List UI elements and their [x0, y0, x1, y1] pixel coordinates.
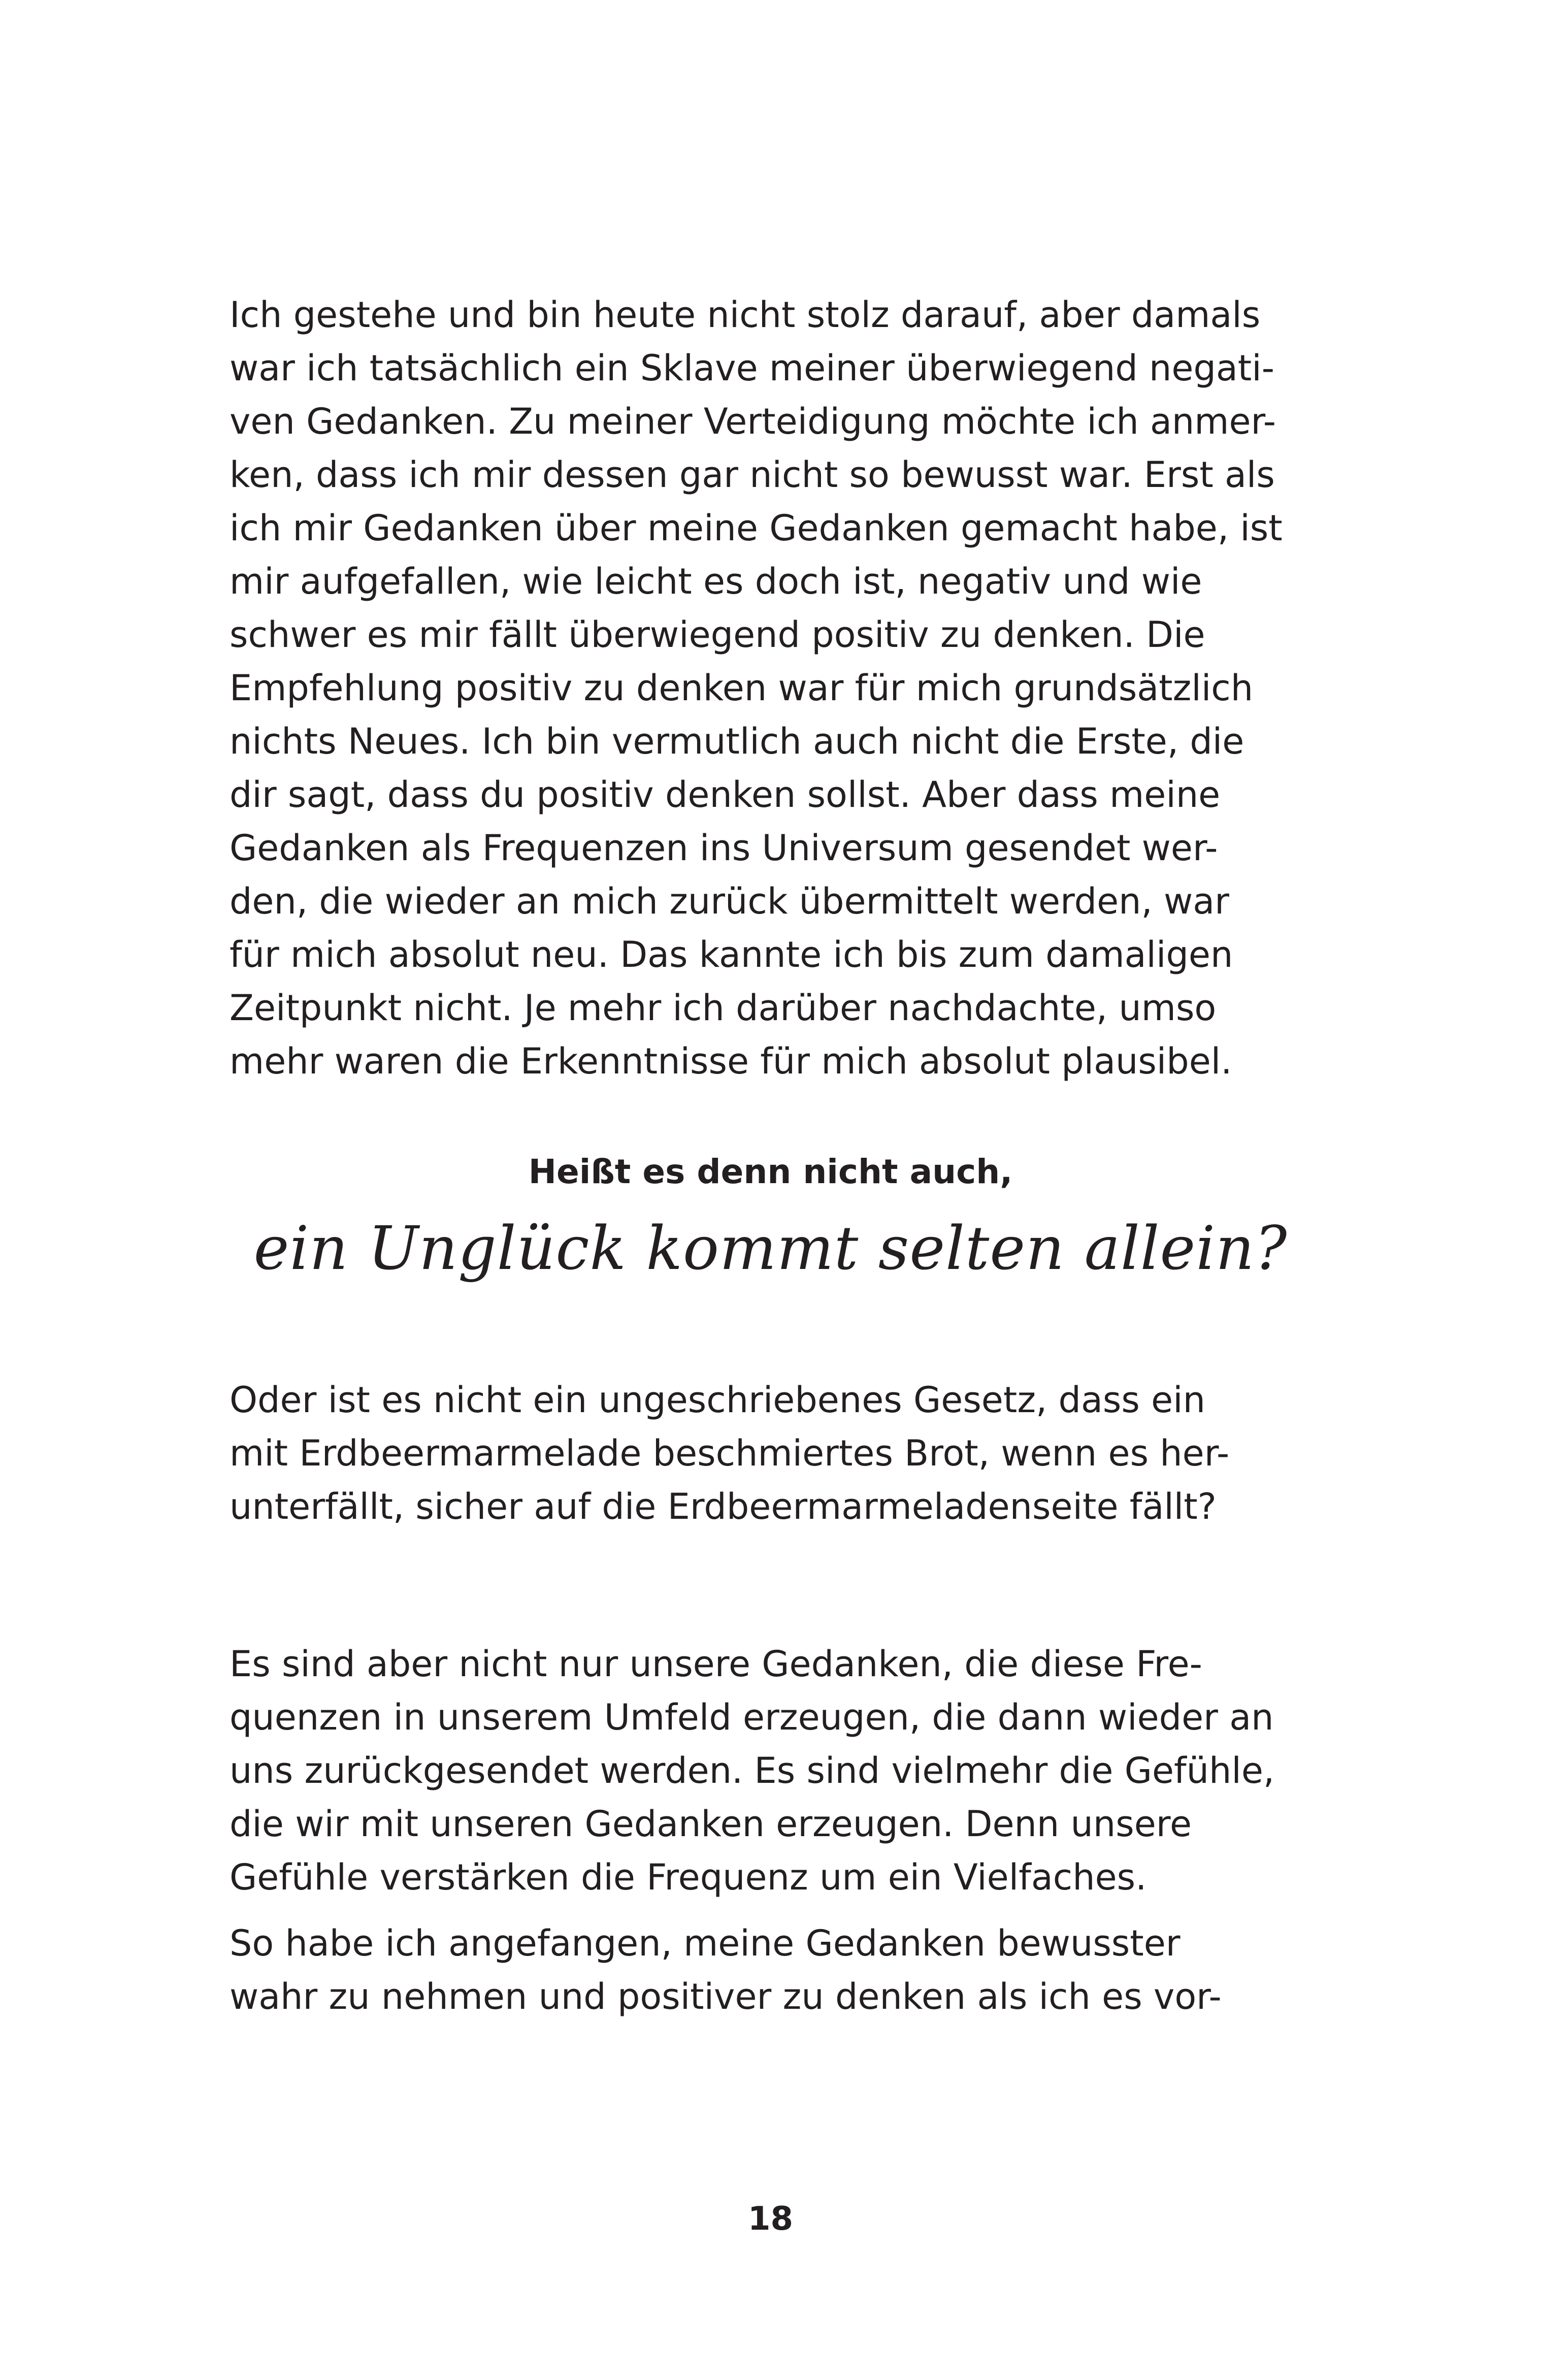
text-line: uns zurückgesendet werden. Es sind vielmehr die Gefühle,: [229, 1750, 1275, 1791]
paragraph-2: [229, 1374, 1275, 1534]
paragraph-3: [229, 1638, 1275, 1904]
text-line: nichts Neues. Ich bin vermutlich auch nicht die Erste, die: [229, 721, 1244, 762]
text-line: Zeitpunkt nicht. Je mehr ich darüber nachdachte, umso: [229, 987, 1217, 1029]
text-line: Gedanken als Frequenzen ins Universum gesendet wer-: [229, 827, 1218, 869]
text-line: ken, dass ich mir dessen gar nicht so bewusst war. Erst als: [229, 454, 1275, 496]
text-line: ich mir Gedanken über meine Gedanken gemacht habe, ist: [229, 507, 1283, 549]
text-line: dir sagt, dass du positiv denken sollst. Aber dass meine: [229, 774, 1221, 816]
text-line: die wir mit unseren Gedanken erzeugen. Denn unsere: [229, 1803, 1192, 1845]
text-line: mit Erdbeermarmelade beschmiertes Brot, wenn es her-: [229, 1432, 1230, 1474]
text-line: den, die wieder an mich zurück übermittelt werden, war: [229, 881, 1229, 922]
text-line: Ich gestehe und bin heute nicht stolz darauf, aber damals: [229, 294, 1261, 336]
text-line: für mich absolut neu. Das kannte ich bis zum damaligen: [229, 934, 1233, 975]
text-line: Oder ist es nicht ein ungeschriebenes Gesetz, dass ein: [229, 1379, 1205, 1421]
paragraph-1: [229, 288, 1283, 1088]
section-heading-bold: Heißt es denn nicht auch,: [528, 1152, 1013, 1191]
text-line: mehr waren die Erkenntnisse für mich absolut plausibel.: [229, 1040, 1232, 1082]
text-line: ven Gedanken. Zu meiner Verteidigung möchte ich anmer-: [229, 401, 1276, 442]
text-line: wahr zu nehmen und positiver zu denken als ich es vor-: [229, 1976, 1222, 2017]
text-line: Empfehlung positiv zu denken war für mich grundsätzlich: [229, 667, 1254, 709]
page-number: 18: [747, 2200, 794, 2238]
text-line: So habe ich angefangen, meine Gedanken bewusster: [229, 1922, 1181, 1964]
section-heading-script: ein Unglück kommt selten allein?: [253, 1213, 1288, 1283]
text-line: schwer es mir fällt überwiegend positiv zu denken. Die: [229, 614, 1205, 656]
text-line: Gefühle verstärken die Frequenz um ein Vielfaches.: [229, 1856, 1147, 1898]
text-line: mir aufgefallen, wie leicht es doch ist, negativ und wie: [229, 561, 1202, 602]
text-line: quenzen in unserem Umfeld erzeugen, die dann wieder an: [229, 1697, 1274, 1738]
paragraph-4: [229, 1917, 1275, 2024]
text-line: war ich tatsächlich ein Sklave meiner überwiegend negati-: [229, 347, 1274, 389]
text-line: unterfällt, sicher auf die Erdbeermarmeladenseite fällt?: [229, 1486, 1217, 1527]
text-line: Es sind aber nicht nur unsere Gedanken, die diese Fre-: [229, 1643, 1202, 1685]
